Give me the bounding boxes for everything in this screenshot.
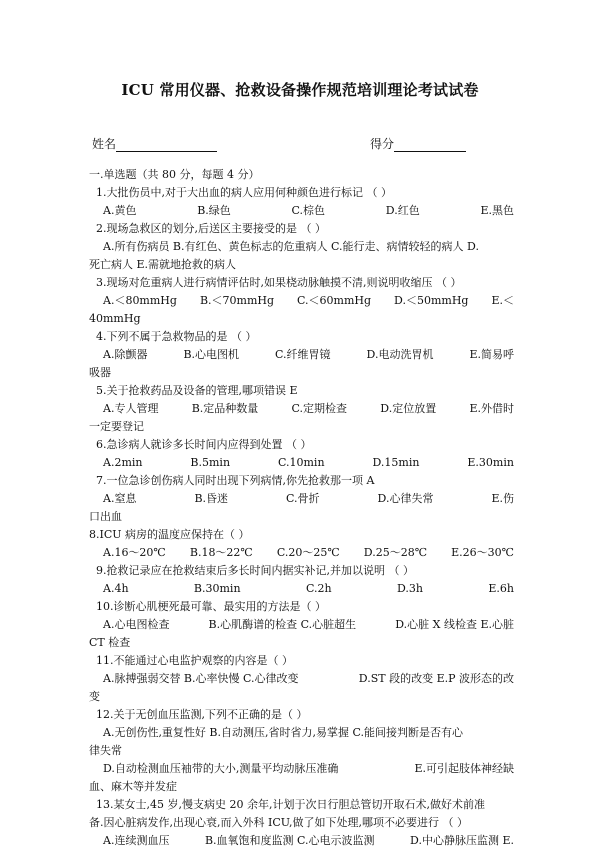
question-3 xyxy=(89,274,514,328)
option: C.棕色 xyxy=(291,204,326,217)
question-stem: 12.关于无创血压监测,下列不正确的是（ ） xyxy=(96,708,308,721)
question-stem: 2.现场急救区的划分,后送区主要接受的是 （ ） xyxy=(96,222,326,235)
question-10 xyxy=(89,598,514,652)
option-continuation: 40mmHg xyxy=(89,312,141,325)
option: B.昏迷 xyxy=(194,492,229,505)
options-row xyxy=(89,670,514,688)
option: A.黄色 xyxy=(103,204,137,217)
question-4 xyxy=(89,328,514,382)
options-line: 律失常 xyxy=(89,744,122,757)
option: B.定品种数量 xyxy=(191,402,259,415)
option: D.自动检测血压袖带的大小,测量平均动脉压准确 xyxy=(103,762,339,775)
option: A.4h xyxy=(103,582,129,595)
option: D.15min xyxy=(372,456,420,469)
options-row xyxy=(89,616,514,634)
score-field xyxy=(370,135,466,152)
options-row xyxy=(89,292,514,310)
option: D.心脏 X 线检查 E.心脏 xyxy=(395,618,514,631)
question-stem: 8.ICU 病房的温度应保持在（ ） xyxy=(89,528,250,541)
page-title: ICU 常用仪器、抢救设备操作规范培训理论考试试卷 xyxy=(121,81,479,99)
option: A.连续测血压 xyxy=(103,834,170,847)
question-9 xyxy=(89,562,514,598)
option: A.心电图检查 xyxy=(103,618,170,631)
question-stem: 7.一位急诊创伤病人同时出现下列病情,你先抢救那一项 A xyxy=(96,474,375,487)
options-line: 死亡病人 E.需就地抢救的病人 xyxy=(89,258,237,271)
score-label: 得分 xyxy=(370,137,395,151)
options-line: A.无创伤性,重复性好 B.自动测压,省时省力,易掌握 C.能间接判断是否有心 xyxy=(103,726,464,739)
question-stem: 10.诊断心肌梗死最可靠、最实用的方法是（ ） xyxy=(96,600,326,613)
score-blank[interactable] xyxy=(394,139,466,152)
option: C.骨折 xyxy=(286,492,320,505)
options-row xyxy=(89,202,514,220)
option-continuation: CT 检查 xyxy=(89,636,131,649)
question-13 xyxy=(89,796,514,850)
name-field xyxy=(92,135,217,152)
name-label: 姓名 xyxy=(92,137,117,151)
option: A.＜80mmHg xyxy=(103,294,177,307)
option: C.定期检查 xyxy=(291,402,348,415)
option: E.外借时 xyxy=(469,402,514,415)
option: E.可引起肢体神经缺 xyxy=(414,762,514,775)
options-line: A.所有伤病员 B.有红色、黄色标志的危重病人 C.能行走、病情较轻的病人 D. xyxy=(103,240,479,253)
options-row xyxy=(89,760,514,778)
option: E.黑色 xyxy=(480,204,514,217)
question-list xyxy=(89,166,514,850)
options-row xyxy=(89,454,514,472)
question-stem: 1.大批伤员中,对于大出血的病人应用何种颜色进行标记 （ ） xyxy=(96,186,392,199)
option-continuation: 口出血 xyxy=(89,510,122,523)
option: D.电动洗胃机 xyxy=(366,348,434,361)
option-continuation: 血、麻木等并发症 xyxy=(89,780,177,793)
question-2 xyxy=(89,220,514,274)
option: C.＜60mmHg xyxy=(297,294,372,307)
question-11 xyxy=(89,652,514,706)
options-row xyxy=(89,580,514,598)
option: B.18～22℃ xyxy=(189,546,253,559)
option: D.ST 段的改变 E.P 波形态的改 xyxy=(358,672,514,685)
question-stem: 11.不能通过心电监护观察的内容是（ ） xyxy=(96,654,293,667)
option: E.30min xyxy=(467,456,514,469)
option: E.＜ xyxy=(491,294,514,307)
question-stem: 3.现场对危重病人进行病情评估时,如果桡动脉触摸不清,则说明收缩压 （ ） xyxy=(96,276,462,289)
option: A.窒息 xyxy=(103,492,137,505)
question-stem: 6.急诊病人就诊多长时间内应得到处置 （ ） xyxy=(96,438,312,451)
option: E.6h xyxy=(488,582,514,595)
question-stem: 5.关于抢救药品及设备的管理,哪项错误 E xyxy=(96,384,298,397)
option-continuation: 变 xyxy=(89,690,100,703)
question-7 xyxy=(89,472,514,526)
option: C.2h xyxy=(305,582,332,595)
option: D.＜50mmHg xyxy=(394,294,469,307)
option: C.20～25℃ xyxy=(276,546,340,559)
options-row xyxy=(89,346,514,364)
option: B.心电图机 xyxy=(183,348,240,361)
name-blank[interactable] xyxy=(116,139,217,152)
options-row xyxy=(89,490,514,508)
option: B.心肌酶谱的检查 C.心脏超生 xyxy=(208,618,357,631)
option: D.25～28℃ xyxy=(363,546,428,559)
option: D.定位放置 xyxy=(380,402,437,415)
question-1 xyxy=(89,184,514,220)
question-stem: 13.某女士,45 岁,慢支病史 20 余年,计划于次日行胆总管切开取石术,做好术前准 xyxy=(96,798,485,811)
option: E.26～30℃ xyxy=(451,546,514,559)
question-stem: 9.抢救记录应在抢救结束后多长时间内据实补记,并加以说明 （ ） xyxy=(96,564,414,577)
option-continuation: 一定要登记 xyxy=(89,420,144,433)
question-8 xyxy=(89,526,514,562)
option: A.除颤器 xyxy=(103,348,148,361)
option: B.30min xyxy=(193,582,241,595)
options-row xyxy=(89,400,514,418)
option: B.5min xyxy=(190,456,231,469)
option: D.心律失常 xyxy=(377,492,434,505)
option: E.简易呼 xyxy=(469,348,514,361)
option: A.2min xyxy=(103,456,143,469)
question-stem: 4.下列不属于急救物品的是 （ ） xyxy=(96,330,257,343)
option-continuation: 吸器 xyxy=(89,366,111,379)
option: D.红色 xyxy=(385,204,420,217)
question-6 xyxy=(89,436,514,472)
question-12 xyxy=(89,706,514,796)
option: B.＜70mmHg xyxy=(199,294,275,307)
option: C.10min xyxy=(277,456,325,469)
section-heading: 一.单选题（共 80 分，每题 4 分） xyxy=(89,168,260,181)
question-stem-continued: 备.因心脏病发作,出现心衰,而入外科 ICU,做了如下处理,哪项不必要进行 （ ） xyxy=(89,816,468,829)
option: E.伤 xyxy=(491,492,514,505)
option: A.专人管理 xyxy=(103,402,159,415)
options-row xyxy=(89,832,514,850)
option: D.3h xyxy=(396,582,423,595)
option: A.脉搏强弱交替 B.心率快慢 C.心律改变 xyxy=(103,672,299,685)
option: B.绿色 xyxy=(197,204,231,217)
option: C.纤维胃镜 xyxy=(275,348,331,361)
options-row xyxy=(89,544,514,562)
question-5 xyxy=(89,382,514,436)
option: B.血氧饱和度监测 C.心电示波监测 xyxy=(204,834,375,847)
option: A.16～20℃ xyxy=(103,546,166,559)
option: D.中心静脉压监测 E. xyxy=(410,834,514,847)
